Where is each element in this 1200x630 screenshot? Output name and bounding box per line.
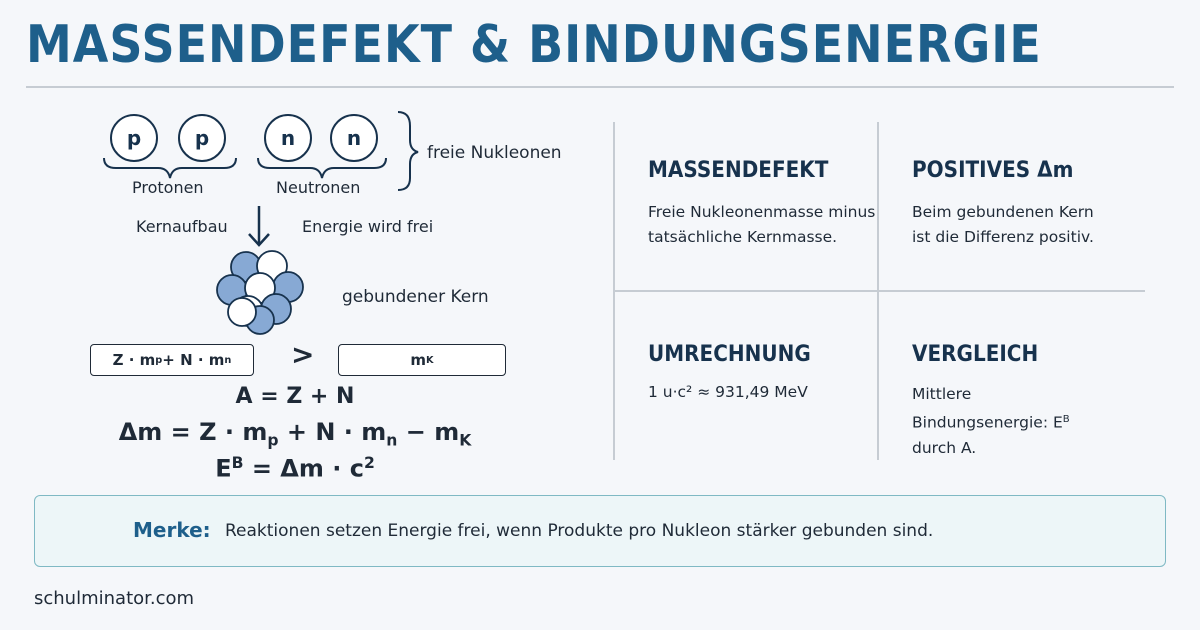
proton-1: p [110, 114, 158, 162]
protons-brace [104, 158, 236, 178]
formula-binding-energy: $E^B = \Delta m \cdot c^2$ [215, 454, 375, 483]
process-label: Kernaufbau [136, 217, 228, 236]
neutron-1: n [264, 114, 312, 162]
free-nucleons-brace [398, 112, 418, 190]
neutrons-brace [258, 158, 386, 178]
merke-label: Merke: [133, 518, 211, 542]
footer-brand: schulminator.com [34, 588, 195, 609]
card-text: Beim gebundenen Kern ist die Differenz positiv. [912, 203, 1094, 246]
card-text: Mittlere Bindungsenergie: $E^B$ durch A. [912, 385, 1070, 457]
nucleus-icon [217, 251, 303, 334]
neutron-2: n [330, 114, 378, 162]
diagram-lines [0, 0, 600, 490]
bound-nucleus-label: gebundener Kern [342, 287, 489, 307]
energy-released-label: Energie wird frei [302, 217, 434, 236]
neutrons-label: Neutronen [276, 178, 361, 197]
protons-label: Protonen [132, 178, 204, 197]
card-text: 1 u·c² ≈ 931,49 MeV [648, 383, 808, 401]
card-heading: UMRECHNUNG [648, 340, 811, 367]
nucleus-mass-box: m K [338, 344, 506, 376]
merke-box [34, 495, 1166, 567]
formula-mass-defect: $\Delta m = Z \cdot m_p + N \cdot m_n - m_K$ [118, 418, 472, 450]
card-heading: VERGLEICH [912, 340, 1039, 367]
formula-mass-number: A = Z + N [235, 384, 355, 409]
greater-than-sign: > [291, 338, 315, 371]
grid-divider-horizontal [613, 290, 1145, 292]
free-nucleons-label: freie Nukleonen [427, 143, 562, 163]
merke-text: Reaktionen setzen Energie frei, wenn Produkte pro Nukleon stärker gebunden sind. [225, 521, 934, 541]
card-heading: POSITIVES Δm [912, 156, 1074, 183]
card-text: Freie Nukleonenmasse minus tatsächliche Kernmasse. [648, 203, 876, 246]
free-mass-box: Z · m p + N · m n [90, 344, 254, 376]
card-heading: MASSENDEFEKT [648, 156, 829, 183]
page-title: MASSENDEFEKT & BINDUNGSENERGIE [26, 14, 1042, 75]
proton-2: p [178, 114, 226, 162]
